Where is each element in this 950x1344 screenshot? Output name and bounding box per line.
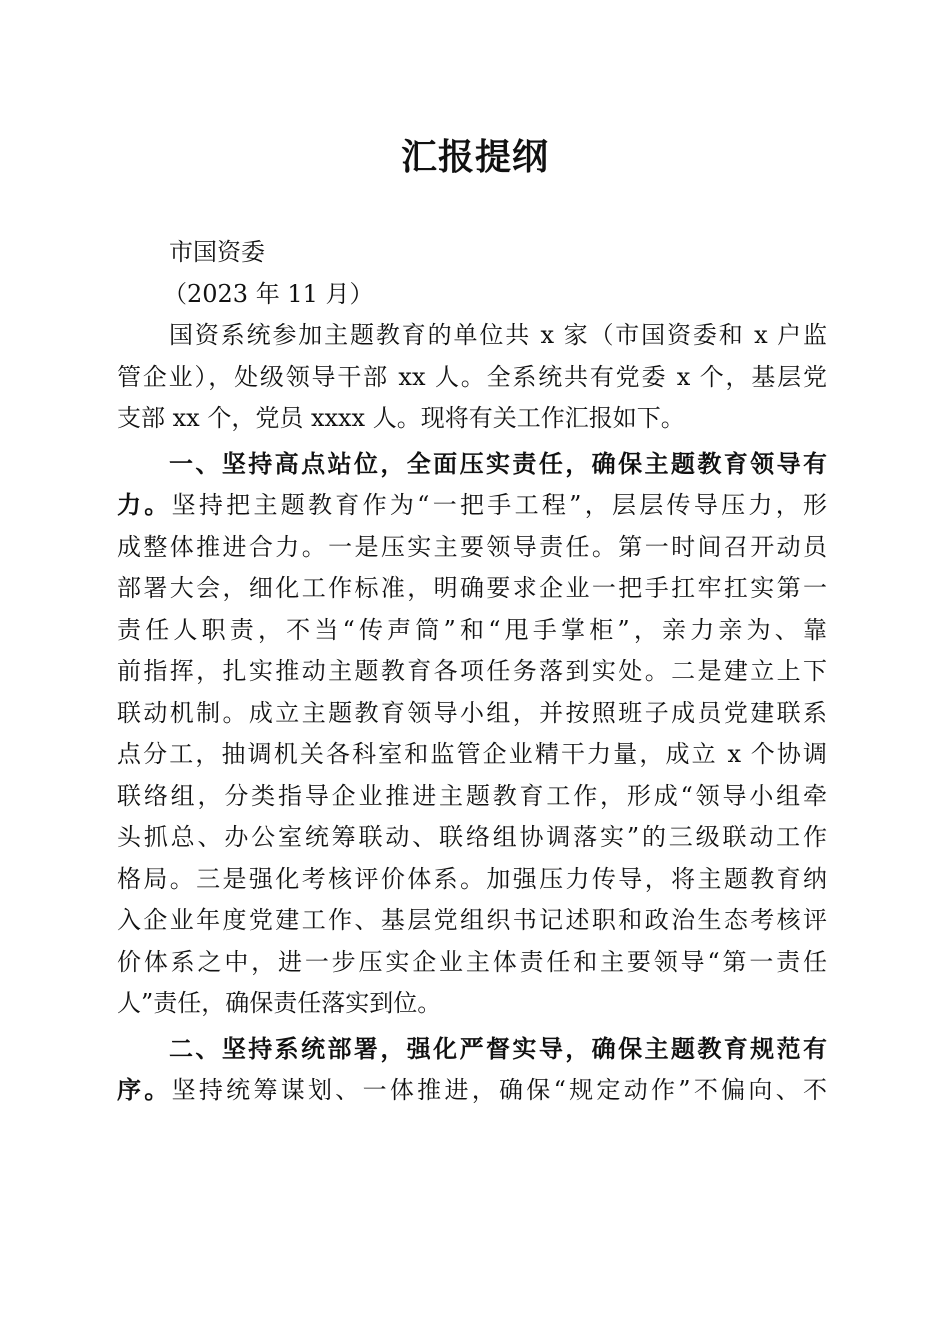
author-line: 市国资委	[169, 238, 265, 266]
paragraph-line: 联络组，分类指导企业推进主题教育工作，形成“领导小组牵	[117, 781, 827, 810]
section2-heading-continuation	[117, 1070, 827, 1112]
paragraph-line: 价体系之中，进一步压实企业主体责任和主要领导“第一责任	[117, 947, 827, 976]
document-title: 汇报提纲	[400, 137, 549, 178]
section1-heading-continuation	[117, 485, 827, 527]
paragraph-line: 人”责任，确保责任落实到位。	[117, 989, 442, 1017]
section1-heading-end: 力。	[117, 491, 172, 519]
section1-text: 坚持把主题教育作为“一把手工程”，层层传导压力，形	[171, 491, 827, 519]
paragraph-line: 点分工，抽调机关各科室和监管企业精干力量，成立 x 个协调	[117, 740, 827, 768]
section2-heading: 二、坚持系统部署，强化严督实导，确保主题教育规范有	[169, 1034, 827, 1063]
date-line: （2023 年 11 月）	[163, 279, 374, 308]
paragraph-line: 入企业年度党建工作、基层党组织书记述职和政治生态考核评	[117, 906, 827, 934]
section2-text: 坚持统筹谋划、一体推进，确保“规定动作”不偏向、不	[171, 1076, 827, 1104]
document-body	[117, 232, 827, 1112]
paragraph-line: 联动机制。成立主题教育领导小组，并按照班子成员党建联系	[117, 698, 827, 727]
intro-line: 支部 xx 个，党员 xxxx 人。现将有关工作汇报如下。	[117, 404, 685, 432]
paragraph-line: 部署大会，细化工作标准，明确要求企业一把手扛牢扛实第一	[117, 574, 827, 602]
intro-line: 管企业），处级领导干部 xx 人。全系统共有党委 x 个，基层党	[117, 362, 827, 391]
paragraph-line: 头抓总、办公室统筹联动、联络组协调落实”的三级联动工作	[117, 823, 827, 851]
paragraph-line: 前指挥，扎实推动主题教育各项任务落到实处。二是建立上下	[117, 657, 827, 685]
paragraph-line: 责任人职责，不当“传声筒”和“甩手掌柜”，亲力亲为、靠	[117, 615, 827, 644]
paragraph-line: 成整体推进合力。一是压实主要领导责任。第一时间召开动员	[117, 532, 827, 561]
section1-heading: 一、坚持高点站位，全面压实责任，确保主题教育领导有	[169, 449, 827, 478]
intro-line: 国资系统参加主题教育的单位共 x 家（市国资委和 x 户监	[169, 321, 827, 349]
paragraph-line: 格局。三是强化考核评价体系。加强压力传导，将主题教育纳	[117, 864, 827, 893]
section2-heading-end: 序。	[117, 1076, 172, 1104]
